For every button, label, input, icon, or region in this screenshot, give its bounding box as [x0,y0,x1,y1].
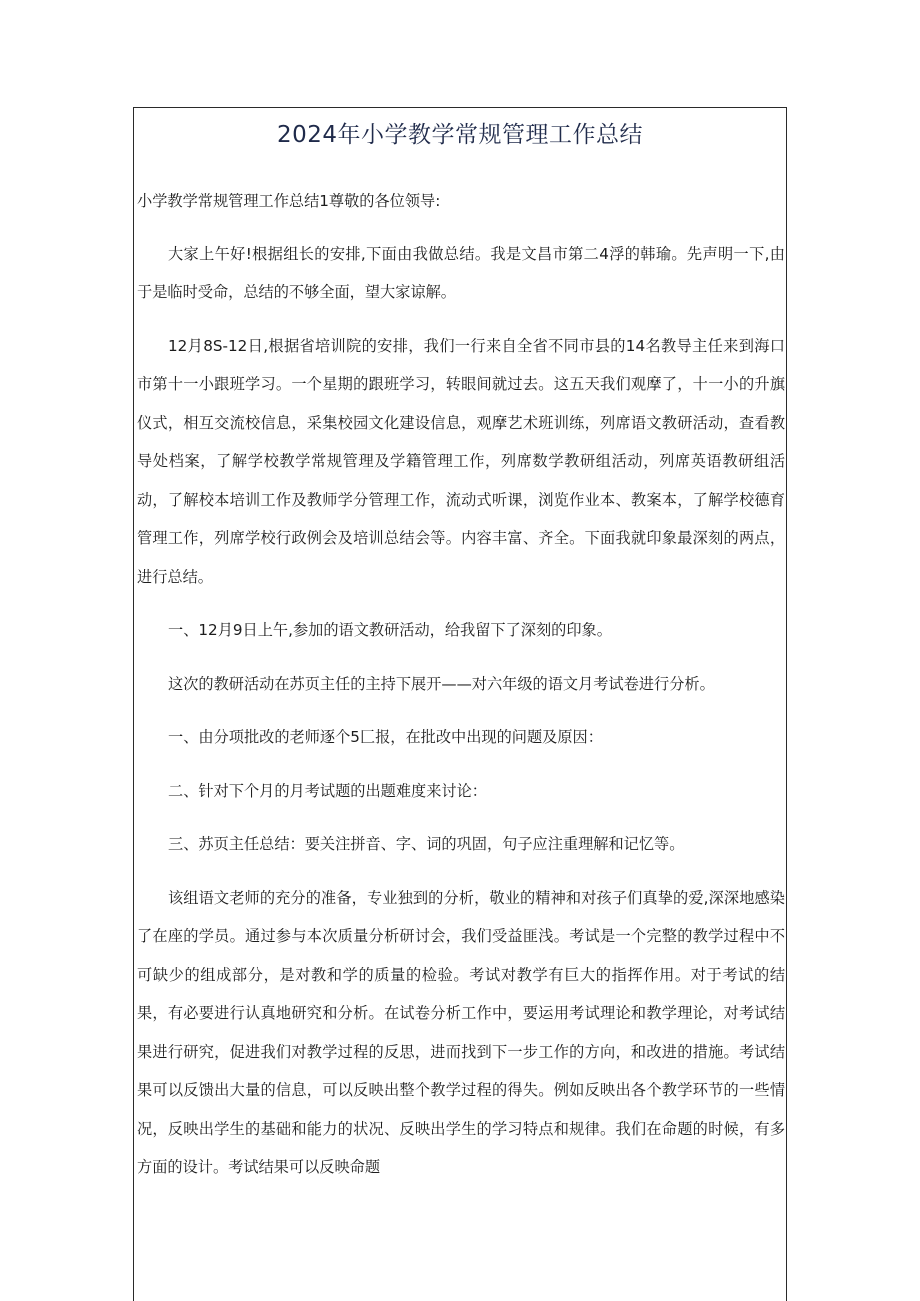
document-body [137,182,785,1202]
paragraph-greeting: 大家上午好!根据组长的安排,下面由我做总结。我是文昌市第二4浮的韩瑜。先声明一下,由于是临时受命，总结的不够全面，望大家谅解。 [137,244,785,301]
paragraph-list-item-1: 一、由分项批改的老师逐个5匚报，在批改中出现的问题及原因： [168,728,603,746]
document-page [133,107,787,1301]
paragraph-section-one-heading: 一、12月9日上午,参加的语文教研活动，给我留下了深刻的印象。 [168,621,612,639]
document-title: 2024年小学教学常规管理工作总结 [276,122,644,148]
paragraph-study-overview: 12月8S-12日,根据省培训院的安排，我们一行来自全省不同市县的14名教导主任来到海口市第十一小跟班学习。一个星期的跟班学习，转眼间就过去。这五天我们观摩了，十一小的升旗仪式，相互交流校信息，采集校园文化建设信息，观摩艺术班训练，列席语文教研活动，查看教导处档案，了解学校教学常规管理及学籍管理工作，列席数学教研组活动，列席英语教研组活动，了解校本培训工作及教师学分管理工作，流动式听课，浏览作业本、教案本，了解学校德育管理工作，列席学校行政例会及培训总结会等。内容丰富、齐全。下面我就印象最深刻的两点，进行总结。 [137,336,785,586]
paragraph-salutation: 小学教学常规管理工作总结1尊敬的各位领导: [137,192,441,210]
paragraph-list-item-2: 二、针对下个月的月考试题的出题难度来讨论： [168,781,487,800]
paragraph-list-item-3: 三、苏页主任总结：要关注拼音、字、词的巩固，句子应注重理解和记忆等。 [168,835,685,853]
paragraph-activity-intro: 这次的教研活动在苏页主任的主持下展开——对六年级的语文月考试卷进行分析。 [168,674,715,693]
paragraph-reflection: 该组语文老师的充分的准备，专业独到的分析，敬业的精神和对孩子们真挚的爱,深深地感染了在座的学员。通过参与本次质量分析研讨会，我们受益匪浅。考试是一个完整的教学过程中不可缺少的组成部分，是对教和学的质量的检验。考试对教学有巨大的指挥作用。对于考试的结果，有必要进行认真地研究和分析。在试卷分析工作中，要运用考试理论和教学理论，对考试结果进行研究，促进我们对教学过程的反思，进而找到下一步工作的方向，和改进的措施。考试结果可以反馈出大量的信息，可以反映出整个教学过程的得失。例如反映出各个教学环节的一些情况，反映出学生的基础和能力的状况、反映出学生的学习特点和规律。我们在命题的时候，有多方面的设计。考试结果可以反映命题 [137,888,785,1176]
